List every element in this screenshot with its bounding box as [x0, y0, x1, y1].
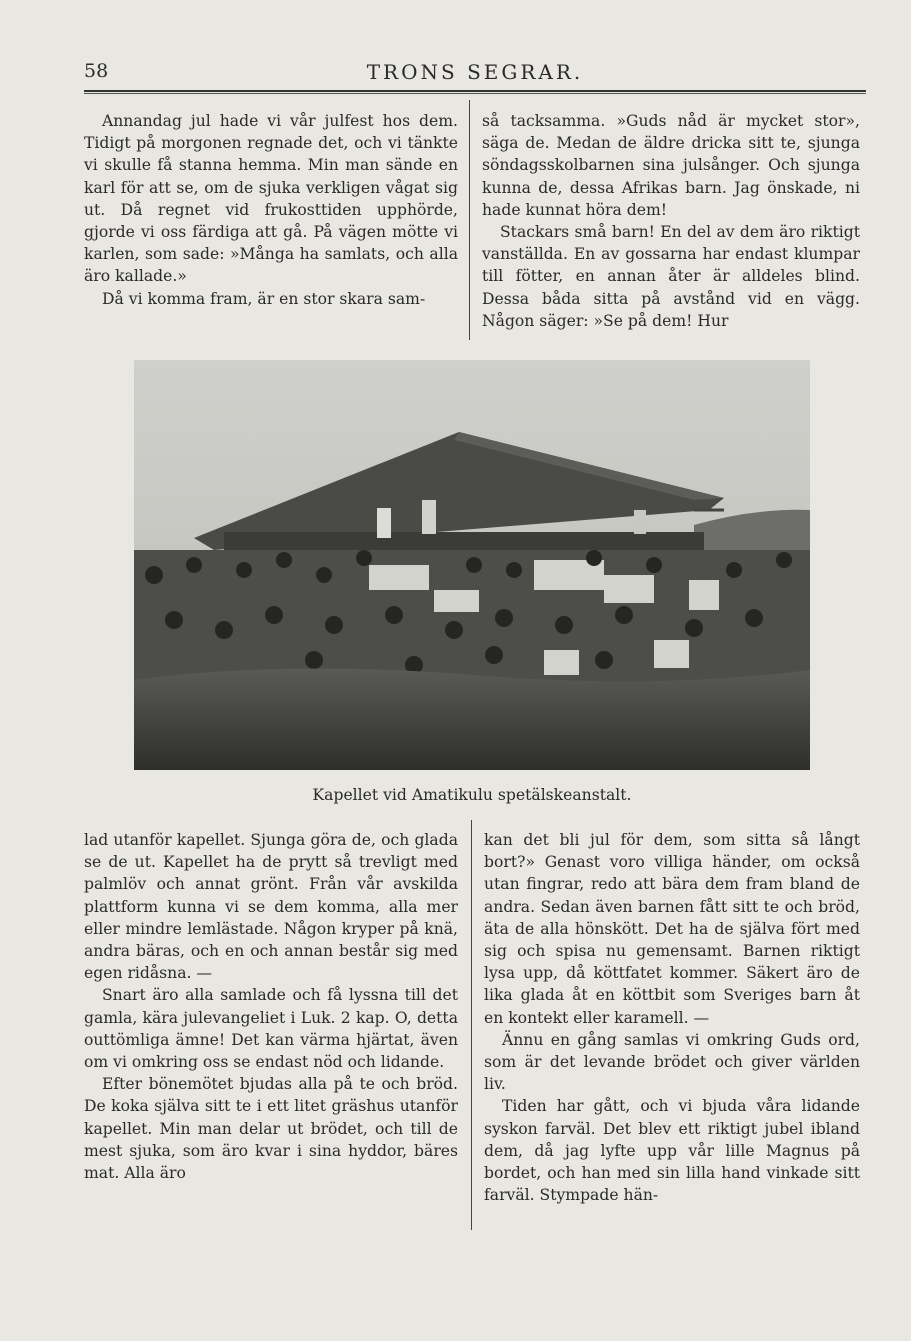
paragraph: Ännu en gång samlas vi omkring Guds ord, som är det levande brödet och giver världen liv. — [484, 1030, 860, 1094]
paragraph: Annandag jul hade vi vår julfest hos dem. Tidigt på morgonen regnade det, och vi tänkte vi skulle få stanna hemma. Min man sände en karl för att se, om de sjuka verkligen vågat sig ut. Då regnet vid frukosttiden upphörde, gjorde vi oss färdiga att gå. På vägen mötte vi karlen, som sade: »Många ha samlats, och alla äro kallade.» — [84, 112, 458, 286]
paragraph: lad utanför kapellet. Sjunga göra de, och glada se de ut. Kapellet ha de prytt så trevligt med palmlöv och annat grönt. Från vår avskilda plattform kunna vi se dem komma, alla mer eller mindre lemlästade. Någon kryper på knä, andra bäras, och en och annan består sig med egen ridåsna. — — [84, 831, 458, 983]
header-rule — [84, 90, 866, 94]
paragraph: kan det bli jul för dem, som sitta så långt bort?» Genast voro villiga händer, om också utan fingrar, redo att bära dem fram bland de andra. Sedan även barnen fått sitt te och bröd, äta de alla hönskött. Det ha de själva fört med sig och spisa nu gemensamt. Barnen riktigt lysa upp, då köttfatet kommer. Säkert äro de lika glada åt en köttbit som Sveriges barn åt en kontekt eller karamell. — — [484, 831, 860, 1027]
photo-caption: Kapellet vid Amatikulu spetälskeanstalt. — [312, 786, 632, 804]
photo-illustration — [134, 360, 810, 770]
paragraph: Stackars små barn! En del av dem äro riktigt vanställda. En av gossarna har endast klumpar till fötter, en annan åter är alldeles blind. Dessa båda sitta på avstånd vid en vägg. Någon säger: »Se på dem! Hur — [482, 223, 860, 330]
running-title: TRONS SEGRAR. — [366, 60, 584, 84]
paragraph: Då vi komma fram, är en stor skara sam- — [102, 289, 426, 308]
paragraph: Tiden har gått, och vi bjuda våra lidande syskon farväl. Det blev ett riktigt jubel ibland dem, då jag lyfte upp vår lille Magnus på bordet, och han med sin lilla hand vinkade sitt farväl. Stympade hän- — [484, 1097, 860, 1205]
bottom-left-column — [84, 829, 458, 1184]
page-header — [84, 60, 866, 88]
paragraph: Snart äro alla samlade och få lyssna till det gamla, kära julevangeliet i Luk. 2 kap. O, detta outtömliga ämne! Det kan värma hjärtat, även om vi omkring oss se endast nöd och lidande. — [84, 986, 458, 1072]
paragraph: så tacksamma. »Guds nåd är mycket stor», säga de. Medan de äldre dricka sitt te, sjunga söndagsskolbarnen sina julsånger. Och sjunga kunna de, dessa Afrikas barn. Jag önskade, ni hade kunnat höra dem! — [482, 112, 860, 219]
top-left-column — [84, 110, 458, 310]
column-divider — [471, 820, 472, 1230]
paragraph: Efter bönemötet bjudas alla på te och bröd. De koka själva sitt te i ett litet gräshus utanför kapellet. Min man delar ut brödet, och till de mest sjuka, som äro kvar i sina hyddor, bäres mat. Alla äro — [84, 1075, 458, 1183]
column-divider — [469, 100, 470, 340]
chapel-photograph — [134, 360, 810, 770]
top-right-column — [482, 110, 860, 332]
page-number: 58 — [84, 60, 109, 82]
bottom-right-column — [484, 829, 860, 1206]
